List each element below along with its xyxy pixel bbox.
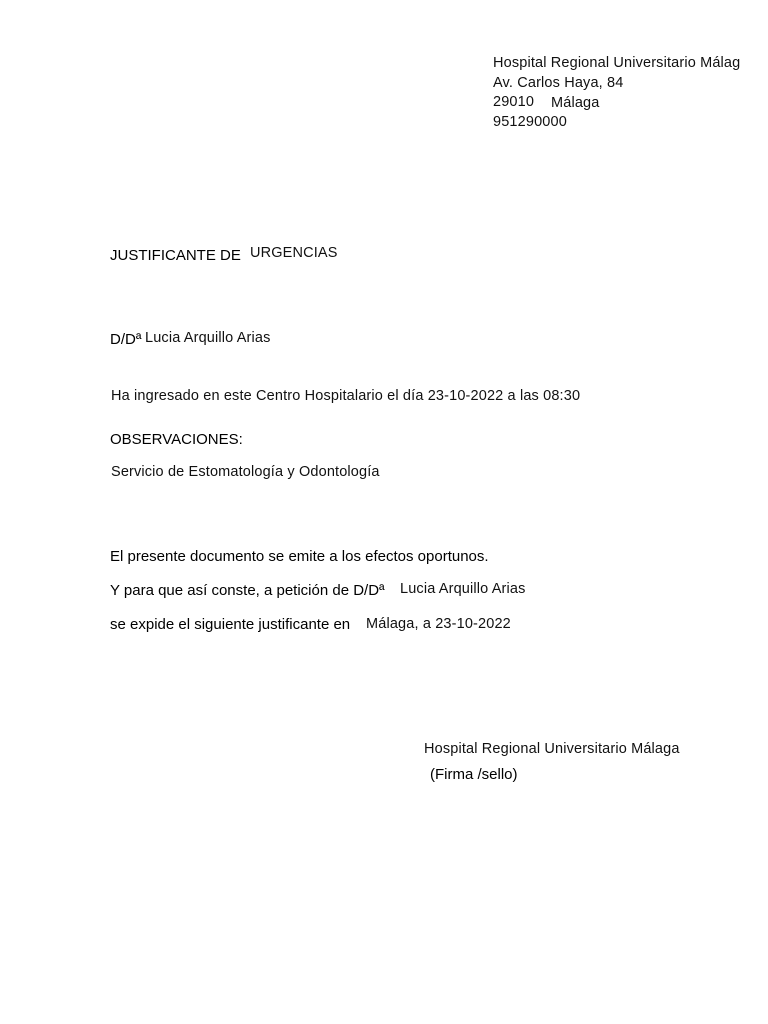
- signature-hospital: Hospital Regional Universitario Málaga: [424, 741, 680, 757]
- closing-line-1: El presente documento se emite a los efectos oportunos.: [110, 548, 489, 565]
- hospital-address: Av. Carlos Haya, 84: [493, 75, 624, 91]
- patient-label: D/Dª: [110, 331, 142, 348]
- hospital-name: Hospital Regional Universitario Málag: [493, 55, 741, 71]
- title-label: JUSTIFICANTE DE: [110, 247, 241, 264]
- observations-label: OBSERVACIONES:: [110, 431, 243, 448]
- closing-line-2-value: Lucia Arquillo Arias: [400, 581, 526, 597]
- closing-line-3-value: Málaga, a 23-10-2022: [366, 616, 511, 632]
- hospital-city: Málaga: [551, 95, 600, 111]
- closing-line-3-label: se expide el siguiente justificante en: [110, 616, 351, 633]
- hospital-phone: 951290000: [493, 114, 567, 130]
- patient-name: Lucia Arquillo Arias: [145, 330, 271, 346]
- title-value: URGENCIAS: [250, 245, 338, 261]
- closing-line-2-label: Y para que así conste, a petición de D/Dª: [110, 582, 385, 599]
- observations-text: Servicio de Estomatología y Odontología: [111, 464, 380, 480]
- hospital-postal-code: 29010: [493, 94, 535, 110]
- signature-note: (Firma /sello): [430, 766, 518, 783]
- admission-text: Ha ingresado en este Centro Hospitalario el día 23-10-2022 a las 08:30: [111, 388, 581, 404]
